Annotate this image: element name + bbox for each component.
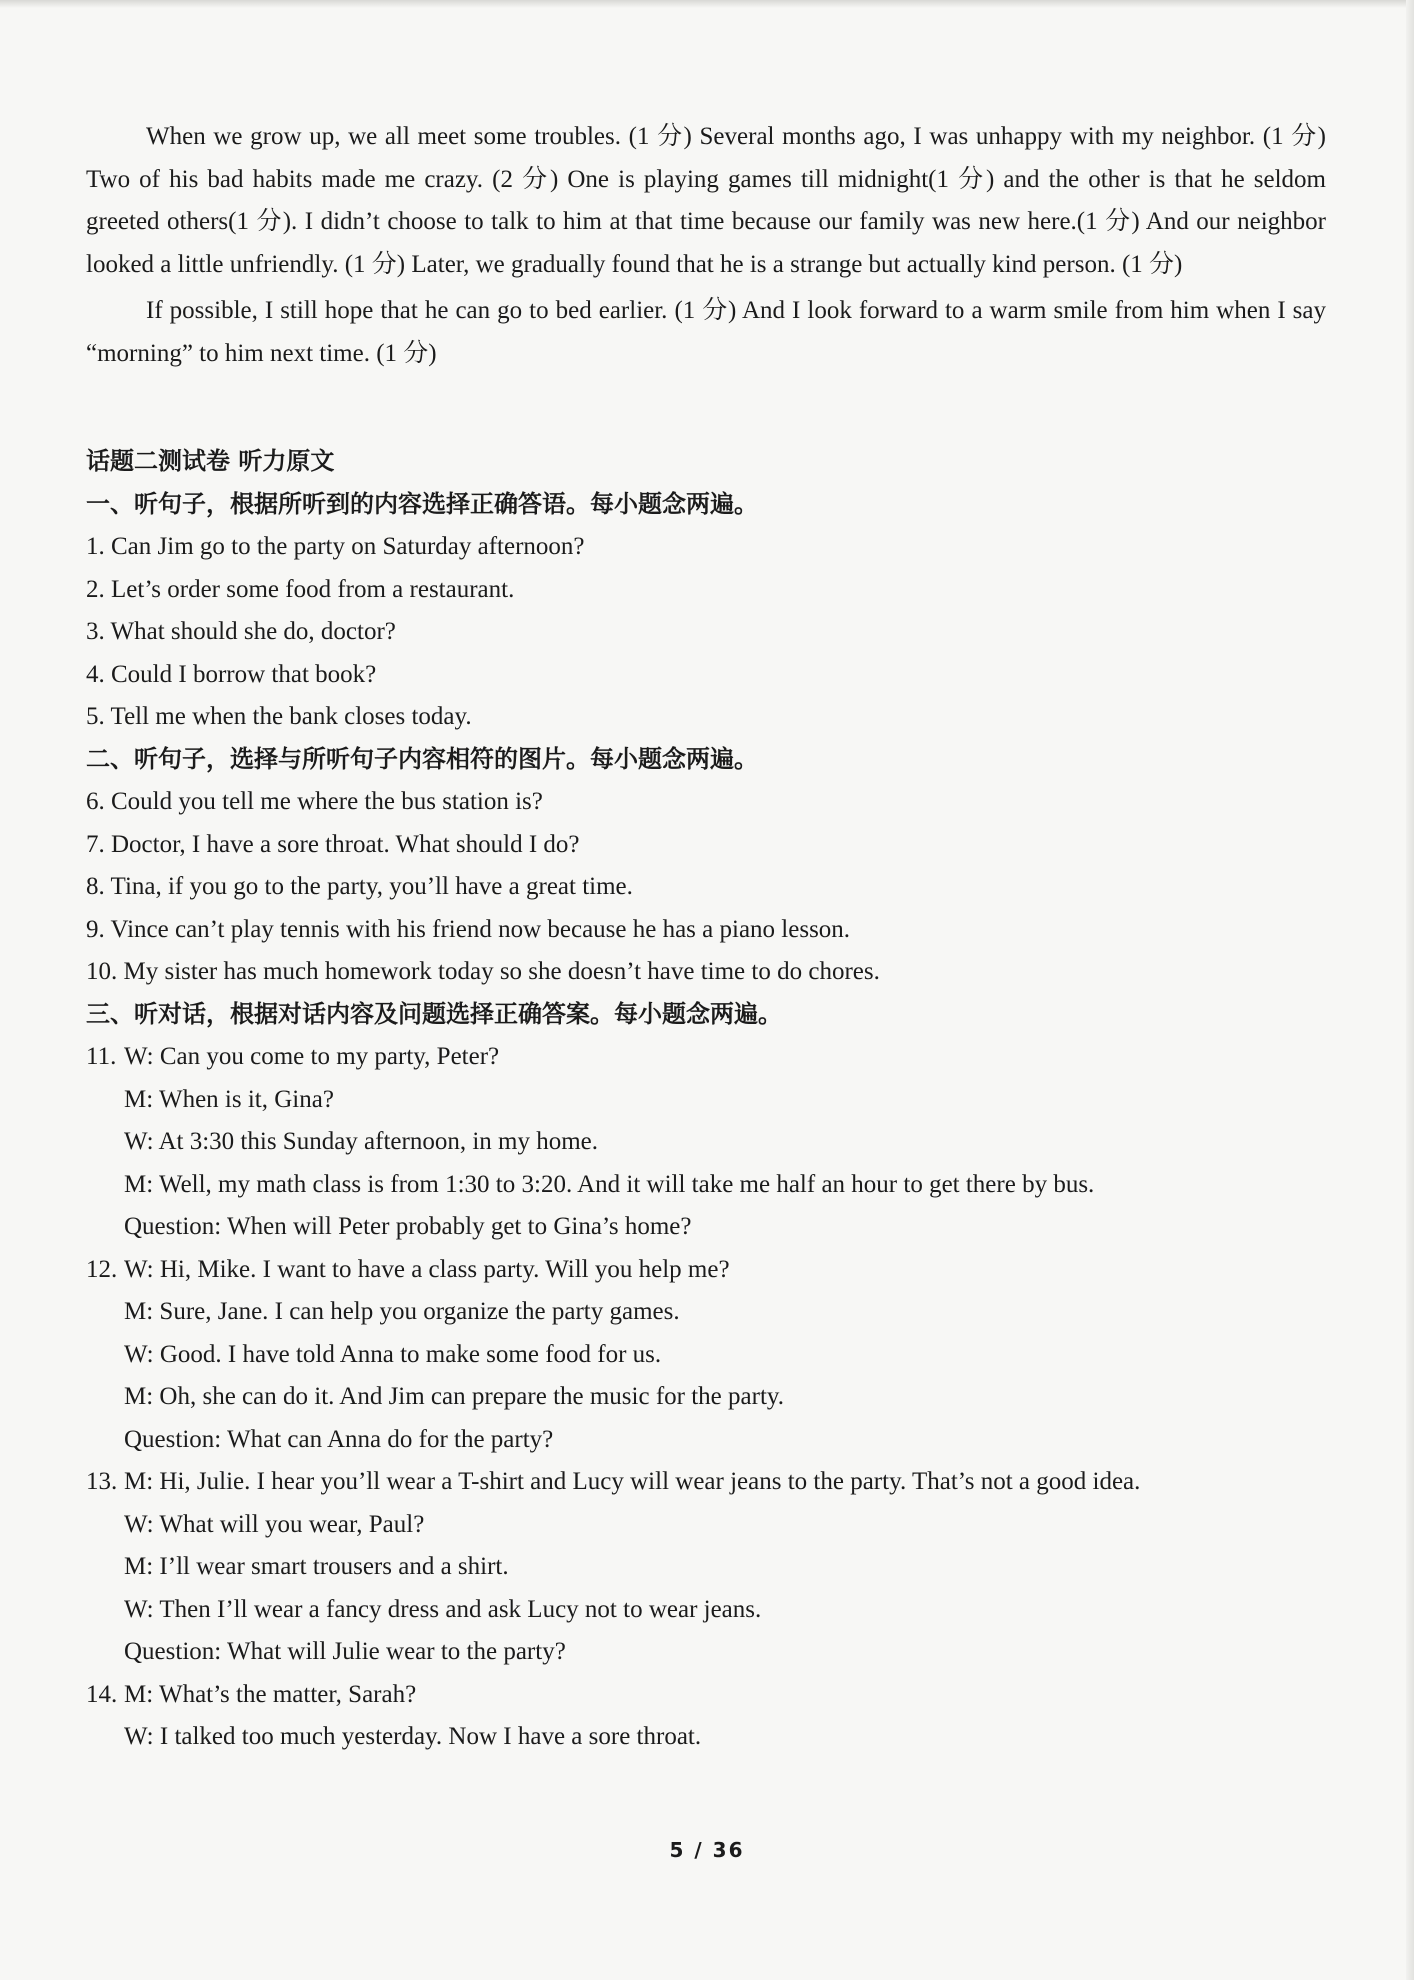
dialog-line [86,1249,1326,1292]
dialog-question: Question: What will Julie wear to the party? [124,1638,566,1665]
section1-item: 5. Tell me when the bank closes today. [86,703,472,730]
dialog-line: M: Well, my math class is from 1:30 to 3:20. And it will take me half an hour to get there by bus. [124,1170,1095,1198]
section1-item: 1. Can Jim go to the party on Saturday afternoon? [86,533,585,560]
dialog-line: W: What will you wear, Paul? [124,1510,425,1538]
question-number: 13. [86,1468,118,1495]
section1-item: 2. Let’s order some food from a restaurant. [86,575,515,603]
dialog-11 [86,1036,1326,1249]
page-content [86,116,1326,1759]
section2-item: 7. Doctor, I have a sore throat. What should I do? [86,830,580,858]
question-number: 12. [86,1255,118,1283]
question-number: 14. [86,1680,118,1708]
dialog-text: M: What’s the matter, Sarah? [124,1680,417,1708]
essay-paragraph-2: If possible, I still hope that he can go to bed earlier. (1 分) And I look forward to a warm smile from him when I say “morning” to him next time. (1 分) [86,297,1326,367]
section2-heading: 二、听句子，选择与所听句子内容相符的图片。每小题念两遍。 [86,744,758,773]
dialog-line: M: Oh, she can do it. And Jim can prepare the music for the party. [124,1383,785,1410]
dialog-text: W: Can you come to my party, Peter? [124,1043,500,1070]
section1-heading: 一、听句子，根据所听到的内容选择正确答语。每小题念两遍。 [86,489,758,518]
dialog-12 [86,1249,1326,1462]
dialog-text: W: Hi, Mike. I want to have a class party. Will you help me? [124,1255,730,1283]
dialog-line: M: When is it, Gina? [124,1085,334,1113]
dialog-text: M: Hi, Julie. I hear you’ll wear a T-shirt and Lucy will wear jeans to the party. That’s not a good idea. [124,1468,1141,1495]
section2-item: 10. My sister has much homework today so she doesn’t have time to do chores. [86,958,880,985]
page-number: 5 / 36 [669,1838,745,1862]
scan-right-edge [1406,0,1414,1980]
spacer [86,379,1326,441]
dialog-line: W: I talked too much yesterday. Now I have a sore throat. [124,1723,702,1750]
dialog-line [86,1674,1326,1717]
essay-paragraph-1: When we grow up, we all meet some troubles. (1 分) Several months ago, I was unhappy with my neighbor. (1 分) Two of his bad habits made me crazy. (2 分) One is playing games till midnight(1 分) and the other is that he seldom greeted others(1 分). I didn’t choose to talk to him at that time because our family was new here.(1 分) And our neighbor looked a little unfriendly. (1 分) Later, we gradually found that he is a strange but actually kind person. (1 分) [86,123,1326,278]
dialog-line: M: I’ll wear smart trousers and a shirt. [124,1553,509,1580]
dialog-line: W: Good. I have told Anna to make some food for us. [124,1340,662,1368]
question-number: 11. [86,1043,117,1070]
section3-heading: 三、听对话，根据对话内容及问题选择正确答案。每小题念两遍。 [86,999,782,1028]
dialog-line [86,1461,1326,1504]
scan-top-edge [0,0,1414,8]
dialog-14 [86,1674,1326,1759]
listening-title: 话题二测试卷 听力原文 [86,447,335,475]
dialog-question: Question: When will Peter probably get to Gina’s home? [124,1213,692,1240]
section2-item: 9. Vince can’t play tennis with his friend now because he has a piano lesson. [86,915,851,943]
dialog-line: M: Sure, Jane. I can help you organize the party games. [124,1298,680,1325]
section1-item: 3. What should she do, doctor? [86,618,396,645]
section2-item: 6. Could you tell me where the bus station is? [86,788,543,815]
dialog-question: Question: What can Anna do for the party? [124,1425,554,1453]
dialog-line: W: At 3:30 this Sunday afternoon, in my home. [124,1128,599,1155]
section1-item: 4. Could I borrow that book? [86,660,377,688]
dialog-line: W: Then I’ll wear a fancy dress and ask Lucy not to wear jeans. [124,1595,762,1623]
dialog-13 [86,1461,1326,1674]
dialog-line [86,1036,1326,1079]
section2-item: 8. Tina, if you go to the party, you’ll have a great time. [86,873,633,900]
